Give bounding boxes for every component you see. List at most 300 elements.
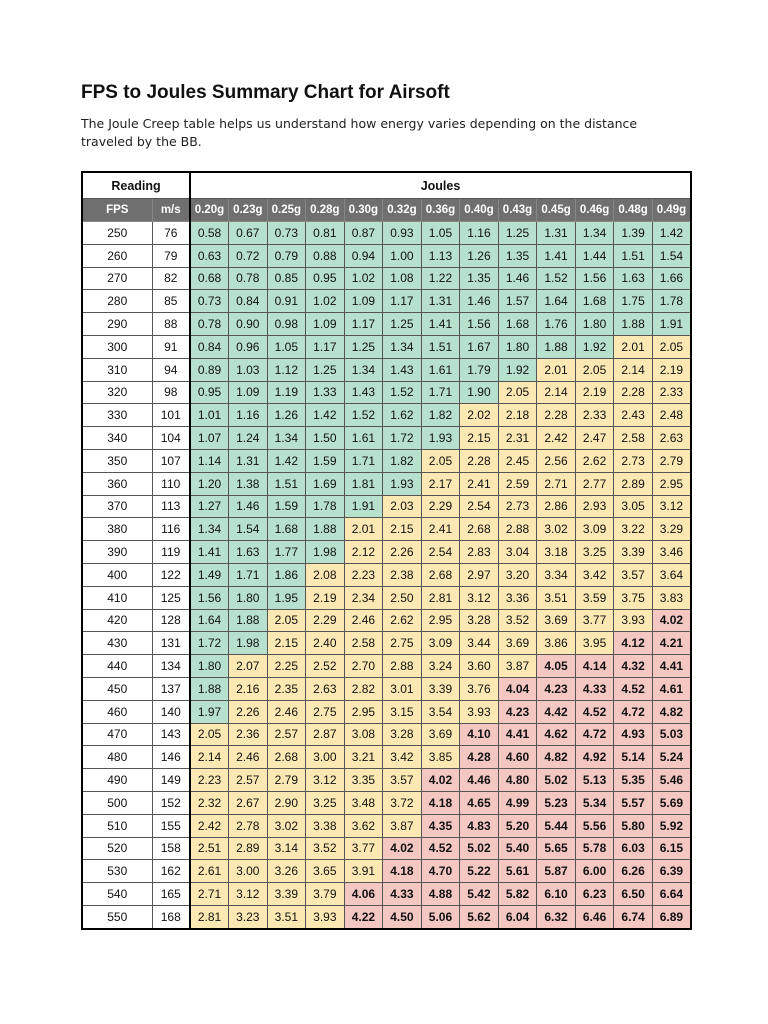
joules-cell: 6.74	[614, 905, 653, 928]
joules-cell: 1.51	[614, 244, 653, 267]
ms-cell: 79	[152, 244, 190, 267]
joules-cell: 2.31	[498, 427, 537, 450]
joules-cell: 3.08	[344, 723, 383, 746]
joules-cell: 0.89	[190, 358, 229, 381]
ms-cell: 134	[152, 655, 190, 678]
joules-cell: 2.56	[537, 449, 576, 472]
joules-cell: 4.70	[421, 860, 460, 883]
joules-cell: 1.49	[190, 563, 229, 586]
table-row	[82, 586, 691, 609]
joules-cell: 4.52	[614, 677, 653, 700]
joules-cell: 3.46	[652, 541, 691, 564]
weight-column-header: 0.48g	[614, 199, 653, 222]
joules-cell: 1.41	[421, 313, 460, 336]
joules-cell: 2.02	[460, 404, 499, 427]
joules-cell: 3.12	[652, 495, 691, 518]
joules-cell: 5.87	[537, 860, 576, 883]
joules-cell: 1.64	[537, 290, 576, 313]
fps-cell: 450	[82, 677, 152, 700]
table-row	[82, 769, 691, 792]
joules-cell: 3.86	[537, 632, 576, 655]
ms-cell: 116	[152, 518, 190, 541]
joules-cell: 4.60	[498, 746, 537, 769]
table-row	[82, 472, 691, 495]
joules-cell: 3.57	[383, 769, 422, 792]
joules-cell: 6.10	[537, 883, 576, 906]
table-row	[82, 381, 691, 404]
weight-column-header: 0.36g	[421, 199, 460, 222]
joules-cell: 1.56	[575, 267, 614, 290]
joules-cell: 3.51	[267, 905, 306, 928]
joules-cell: 4.33	[575, 677, 614, 700]
joules-cell: 1.39	[614, 222, 653, 245]
weight-column-header: 0.45g	[537, 199, 576, 222]
joules-cell: 4.35	[421, 814, 460, 837]
joules-cell: 3.59	[575, 586, 614, 609]
joules-cell: 2.33	[652, 381, 691, 404]
joules-cell: 1.31	[421, 290, 460, 313]
joules-cell: 1.43	[383, 358, 422, 381]
ms-cell: 94	[152, 358, 190, 381]
joules-cell: 1.33	[306, 381, 345, 404]
joules-cell: 1.52	[537, 267, 576, 290]
joules-cell: 3.64	[652, 563, 691, 586]
table-row	[82, 358, 691, 381]
joules-cell: 1.44	[575, 244, 614, 267]
joules-cell: 1.91	[652, 313, 691, 336]
joules-cell: 2.63	[306, 677, 345, 700]
joules-cell: 0.63	[190, 244, 229, 267]
joules-cell: 2.54	[460, 495, 499, 518]
joules-cell: 2.14	[537, 381, 576, 404]
joules-cell: 3.36	[498, 586, 537, 609]
joules-cell: 1.80	[229, 586, 268, 609]
ms-cell: 98	[152, 381, 190, 404]
fps-column-header: FPS	[82, 199, 152, 222]
joules-cell: 2.73	[614, 449, 653, 472]
joules-cell: 1.75	[614, 290, 653, 313]
joules-cell: 6.50	[614, 883, 653, 906]
joules-cell: 1.17	[344, 313, 383, 336]
joules-cell: 1.34	[190, 518, 229, 541]
group-header-row	[82, 172, 691, 199]
joules-cell: 1.51	[267, 472, 306, 495]
joules-cell: 4.18	[421, 791, 460, 814]
joules-cell: 0.78	[190, 313, 229, 336]
weight-column-header: 0.40g	[460, 199, 499, 222]
joules-cell: 2.87	[306, 723, 345, 746]
fps-cell: 440	[82, 655, 152, 678]
joules-cell: 1.51	[421, 335, 460, 358]
joules-cell: 1.71	[344, 449, 383, 472]
fps-cell: 340	[82, 427, 152, 450]
joules-cell: 3.93	[460, 700, 499, 723]
joules-cell: 0.85	[267, 267, 306, 290]
joules-cell: 1.09	[306, 313, 345, 336]
joules-cell: 5.56	[575, 814, 614, 837]
joules-cell: 3.39	[614, 541, 653, 564]
joules-cell: 1.82	[421, 404, 460, 427]
joules-cell: 1.57	[498, 290, 537, 313]
joules-cell: 3.69	[537, 609, 576, 632]
joules-cell: 4.61	[652, 677, 691, 700]
joules-cell: 4.50	[383, 905, 422, 928]
weight-column-header: 0.20g	[190, 199, 229, 222]
joules-cell: 2.28	[460, 449, 499, 472]
ms-cell: 143	[152, 723, 190, 746]
joules-cell: 3.76	[460, 677, 499, 700]
joules-cell: 1.82	[383, 449, 422, 472]
ms-cell: 165	[152, 883, 190, 906]
ms-column-header: m/s	[152, 199, 190, 222]
joules-cell: 1.26	[460, 244, 499, 267]
fps-cell: 380	[82, 518, 152, 541]
joules-cell: 5.69	[652, 791, 691, 814]
fps-cell: 480	[82, 746, 152, 769]
joules-cell: 2.68	[460, 518, 499, 541]
joules-cell: 4.88	[421, 883, 460, 906]
fps-cell: 540	[82, 883, 152, 906]
joules-cell: 1.80	[190, 655, 229, 678]
joules-cell: 4.65	[460, 791, 499, 814]
joules-cell: 2.19	[306, 586, 345, 609]
table-row	[82, 860, 691, 883]
table-row	[82, 404, 691, 427]
joules-cell: 2.01	[344, 518, 383, 541]
joules-cell: 2.17	[421, 472, 460, 495]
joules-cell: 1.67	[460, 335, 499, 358]
joules-cell: 2.28	[537, 404, 576, 427]
joules-cell: 1.13	[421, 244, 460, 267]
joules-cell: 1.38	[229, 472, 268, 495]
joules-cell: 2.68	[267, 746, 306, 769]
joules-cell: 2.54	[421, 541, 460, 564]
joules-cell: 2.19	[652, 358, 691, 381]
joules-cell: 3.12	[460, 586, 499, 609]
joules-cell: 3.39	[421, 677, 460, 700]
joules-cell: 2.12	[344, 541, 383, 564]
joules-cell: 3.24	[421, 655, 460, 678]
joules-cell: 2.88	[383, 655, 422, 678]
table-row	[82, 837, 691, 860]
joules-cell: 3.25	[306, 791, 345, 814]
joules-cell: 1.20	[190, 472, 229, 495]
table-row	[82, 677, 691, 700]
joules-cell: 2.05	[267, 609, 306, 632]
joules-cell: 1.66	[652, 267, 691, 290]
fps-cell: 420	[82, 609, 152, 632]
joules-cell: 4.72	[575, 723, 614, 746]
table-row	[82, 814, 691, 837]
joules-cell: 1.72	[190, 632, 229, 655]
joules-cell: 3.79	[306, 883, 345, 906]
fps-cell: 290	[82, 313, 152, 336]
weight-column-header: 0.23g	[229, 199, 268, 222]
joules-cell: 3.57	[614, 563, 653, 586]
joules-cell: 2.28	[614, 381, 653, 404]
joules-cell: 1.95	[267, 586, 306, 609]
joules-cell: 2.42	[190, 814, 229, 837]
joules-cell: 5.02	[460, 837, 499, 860]
joules-cell: 5.34	[575, 791, 614, 814]
joules-cell: 1.88	[190, 677, 229, 700]
joules-cell: 4.80	[498, 769, 537, 792]
joules-cell: 3.91	[344, 860, 383, 883]
joules-cell: 1.00	[383, 244, 422, 267]
joules-cell: 3.52	[498, 609, 537, 632]
weight-column-header: 0.28g	[306, 199, 345, 222]
joules-cell: 2.40	[306, 632, 345, 655]
fps-cell: 250	[82, 222, 152, 245]
joules-cell: 4.02	[421, 769, 460, 792]
joules-cell: 2.63	[652, 427, 691, 450]
joules-cell: 1.98	[306, 541, 345, 564]
fps-joules-table	[81, 171, 692, 930]
joules-cell: 6.03	[614, 837, 653, 860]
joules-cell: 4.10	[460, 723, 499, 746]
joules-cell: 2.05	[498, 381, 537, 404]
joules-cell: 5.78	[575, 837, 614, 860]
joules-cell: 2.68	[421, 563, 460, 586]
joules-cell: 2.59	[498, 472, 537, 495]
joules-cell: 6.46	[575, 905, 614, 928]
joules-cell: 2.81	[190, 905, 229, 928]
joules-cell: 1.92	[498, 358, 537, 381]
fps-cell: 520	[82, 837, 152, 860]
weight-column-header: 0.49g	[652, 199, 691, 222]
table-row	[82, 222, 691, 245]
joules-cell: 2.95	[421, 609, 460, 632]
joules-cell: 1.80	[575, 313, 614, 336]
table-row	[82, 883, 691, 906]
joules-cell: 2.15	[267, 632, 306, 655]
ms-cell: 152	[152, 791, 190, 814]
ms-cell: 119	[152, 541, 190, 564]
joules-cell: 3.20	[498, 563, 537, 586]
joules-cell: 3.77	[575, 609, 614, 632]
joules-cell: 1.93	[383, 472, 422, 495]
joules-cell: 2.75	[383, 632, 422, 655]
joules-cell: 0.73	[190, 290, 229, 313]
joules-cell: 1.25	[498, 222, 537, 245]
joules-cell: 1.16	[229, 404, 268, 427]
table-row	[82, 563, 691, 586]
joules-cell: 2.01	[537, 358, 576, 381]
joules-cell: 1.63	[614, 267, 653, 290]
joules-cell: 4.92	[575, 746, 614, 769]
fps-cell: 550	[82, 905, 152, 928]
joules-cell: 3.18	[537, 541, 576, 564]
joules-cell: 2.45	[498, 449, 537, 472]
fps-cell: 260	[82, 244, 152, 267]
joules-cell: 2.89	[229, 837, 268, 860]
joules-cell: 5.13	[575, 769, 614, 792]
table-row	[82, 518, 691, 541]
joules-cell: 0.79	[267, 244, 306, 267]
joules-cell: 1.01	[190, 404, 229, 427]
joules-cell: 2.34	[344, 586, 383, 609]
joules-cell: 0.94	[344, 244, 383, 267]
joules-cell: 3.44	[460, 632, 499, 655]
joules-cell: 1.17	[306, 335, 345, 358]
joules-cell: 0.95	[190, 381, 229, 404]
joules-cell: 1.26	[267, 404, 306, 427]
joules-cell: 2.67	[229, 791, 268, 814]
joules-cell: 2.46	[229, 746, 268, 769]
joules-cell: 3.60	[460, 655, 499, 678]
joules-cell: 0.81	[306, 222, 345, 245]
joules-cell: 2.08	[306, 563, 345, 586]
joules-cell: 1.34	[575, 222, 614, 245]
joules-cell: 2.42	[537, 427, 576, 450]
joules-cell: 3.48	[344, 791, 383, 814]
joules-cell: 1.52	[344, 404, 383, 427]
joules-cell: 4.12	[614, 632, 653, 655]
joules-cell: 3.75	[614, 586, 653, 609]
ms-cell: 88	[152, 313, 190, 336]
table-row	[82, 746, 691, 769]
joules-cell: 4.41	[652, 655, 691, 678]
joules-cell: 1.42	[267, 449, 306, 472]
joules-cell: 3.85	[421, 746, 460, 769]
table-row	[82, 427, 691, 450]
joules-cell: 3.38	[306, 814, 345, 837]
joules-cell: 1.79	[460, 358, 499, 381]
joules-cell: 2.51	[190, 837, 229, 860]
joules-cell: 0.73	[267, 222, 306, 245]
joules-cell: 1.46	[460, 290, 499, 313]
joules-cell: 5.42	[460, 883, 499, 906]
joules-cell: 2.95	[652, 472, 691, 495]
joules-cell: 4.06	[344, 883, 383, 906]
ms-cell: 110	[152, 472, 190, 495]
table-body	[82, 222, 691, 929]
joules-cell: 2.14	[190, 746, 229, 769]
joules-cell: 2.62	[575, 449, 614, 472]
joules-cell: 5.03	[652, 723, 691, 746]
joules-cell: 6.23	[575, 883, 614, 906]
joules-cell: 2.15	[460, 427, 499, 450]
joules-cell: 2.71	[537, 472, 576, 495]
joules-cell: 4.93	[614, 723, 653, 746]
joules-cell: 3.25	[575, 541, 614, 564]
joules-cell: 4.99	[498, 791, 537, 814]
fps-cell: 280	[82, 290, 152, 313]
joules-cell: 2.95	[344, 700, 383, 723]
ms-cell: 146	[152, 746, 190, 769]
joules-cell: 0.68	[190, 267, 229, 290]
joules-cell: 3.51	[537, 586, 576, 609]
ms-cell: 113	[152, 495, 190, 518]
joules-cell: 1.19	[267, 381, 306, 404]
joules-cell: 3.95	[575, 632, 614, 655]
joules-cell: 2.57	[229, 769, 268, 792]
joules-cell: 5.61	[498, 860, 537, 883]
joules-cell: 6.64	[652, 883, 691, 906]
table-row	[82, 267, 691, 290]
table-row	[82, 905, 691, 928]
joules-cell: 1.43	[344, 381, 383, 404]
joules-cell: 1.25	[344, 335, 383, 358]
fps-cell: 410	[82, 586, 152, 609]
joules-cell: 3.28	[383, 723, 422, 746]
joules-cell: 1.24	[229, 427, 268, 450]
joules-cell: 3.65	[306, 860, 345, 883]
ms-cell: 137	[152, 677, 190, 700]
joules-cell: 6.26	[614, 860, 653, 883]
joules-cell: 2.81	[421, 586, 460, 609]
joules-cell: 6.32	[537, 905, 576, 928]
joules-cell: 4.42	[537, 700, 576, 723]
joules-cell: 1.68	[575, 290, 614, 313]
joules-cell: 4.82	[537, 746, 576, 769]
joules-cell: 2.16	[229, 677, 268, 700]
joules-cell: 1.61	[421, 358, 460, 381]
joules-cell: 4.72	[614, 700, 653, 723]
joules-cell: 4.18	[383, 860, 422, 883]
joules-cell: 3.72	[383, 791, 422, 814]
ms-cell: 91	[152, 335, 190, 358]
joules-cell: 1.42	[306, 404, 345, 427]
joules-cell: 2.14	[614, 358, 653, 381]
fps-cell: 310	[82, 358, 152, 381]
joules-cell: 1.71	[229, 563, 268, 586]
joules-cell: 2.73	[498, 495, 537, 518]
fps-cell: 530	[82, 860, 152, 883]
joules-cell: 4.21	[652, 632, 691, 655]
joules-cell: 1.35	[460, 267, 499, 290]
joules-cell: 2.71	[190, 883, 229, 906]
joules-cell: 4.32	[614, 655, 653, 678]
fps-cell: 370	[82, 495, 152, 518]
joules-cell: 5.82	[498, 883, 537, 906]
ms-cell: 76	[152, 222, 190, 245]
fps-cell: 270	[82, 267, 152, 290]
joules-cell: 1.17	[383, 290, 422, 313]
joules-cell: 5.02	[537, 769, 576, 792]
joules-cell: 1.69	[306, 472, 345, 495]
joules-cell: 4.02	[652, 609, 691, 632]
joules-cell: 1.68	[498, 313, 537, 336]
table-row	[82, 632, 691, 655]
joules-cell: 2.25	[267, 655, 306, 678]
joules-cell: 3.69	[421, 723, 460, 746]
joules-cell: 1.02	[344, 267, 383, 290]
joules-cell: 2.86	[537, 495, 576, 518]
fps-cell: 500	[82, 791, 152, 814]
joules-cell: 4.04	[498, 677, 537, 700]
joules-cell: 5.80	[614, 814, 653, 837]
joules-cell: 2.15	[383, 518, 422, 541]
joules-cell: 0.87	[344, 222, 383, 245]
fps-cell: 510	[82, 814, 152, 837]
joules-cell: 1.54	[229, 518, 268, 541]
page-title: FPS to Joules Summary Chart for Airsoft	[81, 82, 450, 103]
joules-cell: 1.88	[537, 335, 576, 358]
joules-cell: 1.64	[190, 609, 229, 632]
table-row	[82, 244, 691, 267]
joules-cell: 1.77	[267, 541, 306, 564]
joules-cell: 4.05	[537, 655, 576, 678]
joules-cell: 4.52	[575, 700, 614, 723]
joules-cell: 1.78	[652, 290, 691, 313]
joules-cell: 4.23	[537, 677, 576, 700]
ms-cell: 131	[152, 632, 190, 655]
joules-cell: 1.07	[190, 427, 229, 450]
joules-cell: 1.97	[190, 700, 229, 723]
joules-cell: 1.16	[460, 222, 499, 245]
joules-cell: 3.42	[383, 746, 422, 769]
